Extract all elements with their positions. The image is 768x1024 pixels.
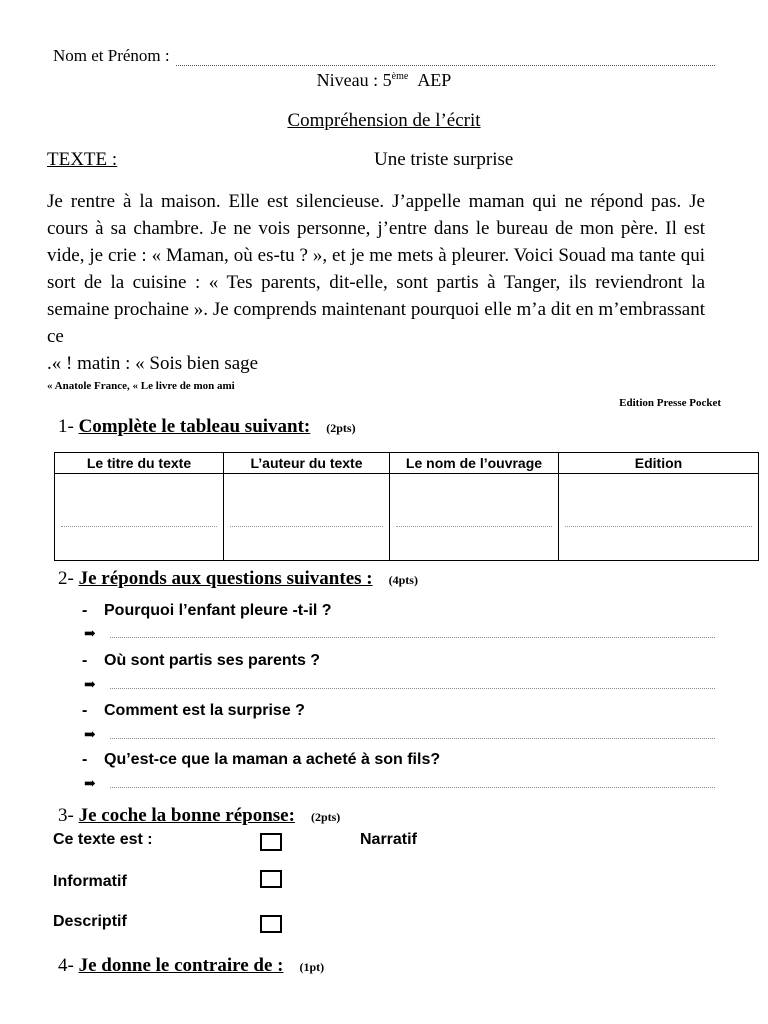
q2-heading	[58, 568, 418, 590]
level-prefix: Niveau : 5	[316, 70, 392, 90]
name-label: Nom et Prénom :	[53, 46, 170, 65]
q3-number: 3-	[58, 805, 74, 826]
q2-number: 2-	[58, 568, 74, 589]
cell-work[interactable]	[390, 474, 559, 561]
option-narratif: Narratif	[360, 831, 417, 848]
arrow-icon: ➡	[84, 678, 96, 693]
q1-points: (2pts)	[326, 421, 356, 435]
level-sup: ème	[391, 71, 409, 82]
question-1: - Pourquoi l’enfant pleure -t-il ?	[82, 602, 332, 619]
q1-heading	[58, 416, 356, 438]
question-4: - Qu’est-ce que la maman a acheté à son fils?	[82, 751, 441, 768]
info-table	[54, 452, 759, 561]
q1-number: 1-	[58, 416, 74, 437]
name-input-line[interactable]	[176, 51, 715, 66]
cell-title[interactable]	[55, 474, 224, 561]
col-work: Le nom de l’ouvrage	[390, 453, 559, 474]
arrow-icon: ➡	[84, 728, 96, 743]
q2-title: Je réponds aux questions suivantes :	[78, 568, 373, 589]
option-descriptif: Descriptif	[53, 913, 127, 930]
checkbox-informatif[interactable]	[260, 870, 282, 888]
text-label: TEXTE :	[47, 149, 118, 170]
q4-points: (1pt)	[299, 960, 325, 974]
cell-edition[interactable]	[559, 474, 759, 561]
question-2: - Où sont partis ses parents ?	[82, 652, 321, 669]
answer-line-1[interactable]	[84, 626, 715, 643]
name-row	[53, 46, 715, 66]
edition-note: Edition Presse Pocket	[619, 397, 721, 409]
text-title: Une triste surprise	[374, 149, 514, 170]
passage	[47, 188, 705, 377]
arrow-icon: ➡	[84, 777, 96, 792]
answer-line-3[interactable]	[84, 727, 715, 744]
table-header-row	[55, 453, 759, 474]
q4-heading	[58, 955, 324, 977]
page-heading: Compréhension de l’écrit	[287, 110, 481, 131]
option-informatif: Informatif	[53, 873, 127, 890]
passage-last-line: .« ! matin : « Sois bien sage	[47, 353, 259, 374]
answer-line-4[interactable]	[84, 776, 715, 793]
q3-points: (2pts)	[310, 810, 341, 824]
col-title: Le titre du texte	[55, 453, 224, 474]
q2-points: (4pts)	[388, 573, 418, 587]
answer-line-2[interactable]	[84, 677, 715, 694]
q1-title: Complète le tableau suivant:	[78, 416, 311, 437]
citation: « Anatole France, « Le livre de mon ami	[47, 380, 235, 392]
col-edition: Edition	[559, 453, 759, 474]
q3-intro: Ce texte est :	[53, 831, 153, 848]
table-row	[55, 474, 759, 561]
passage-body: Je rentre à la maison. Elle est silencieuse. J’appelle maman qui ne répond pas. Je cours à sa chambre. Je ne vois personne, j’entre dans le bureau de mon père. Il est vide, je crie : « Maman, où es-tu ? », et je me mets à pleurer. Voici Souad ma tante qui sort de la cuisine : « Tes parents, dit-elle, sont partis à Tanger, ils reviendront la semaine prochaine ». Je comprends maintenant pourquoi elle m’a dit en m’embrassant ce	[47, 191, 705, 347]
question-3: - Comment est la surprise ?	[82, 702, 305, 719]
cell-author[interactable]	[224, 474, 390, 561]
arrow-icon: ➡	[84, 627, 96, 642]
checkbox-narratif[interactable]	[260, 833, 282, 851]
q3-title: Je coche la bonne réponse:	[78, 805, 295, 826]
q4-number: 4-	[58, 955, 74, 976]
level-line	[0, 70, 768, 91]
q4-title: Je donne le contraire de :	[78, 955, 284, 976]
level-suffix: AEP	[417, 70, 452, 90]
col-author: L’auteur du texte	[224, 453, 390, 474]
q3-heading	[58, 805, 340, 827]
checkbox-descriptif[interactable]	[260, 915, 282, 933]
